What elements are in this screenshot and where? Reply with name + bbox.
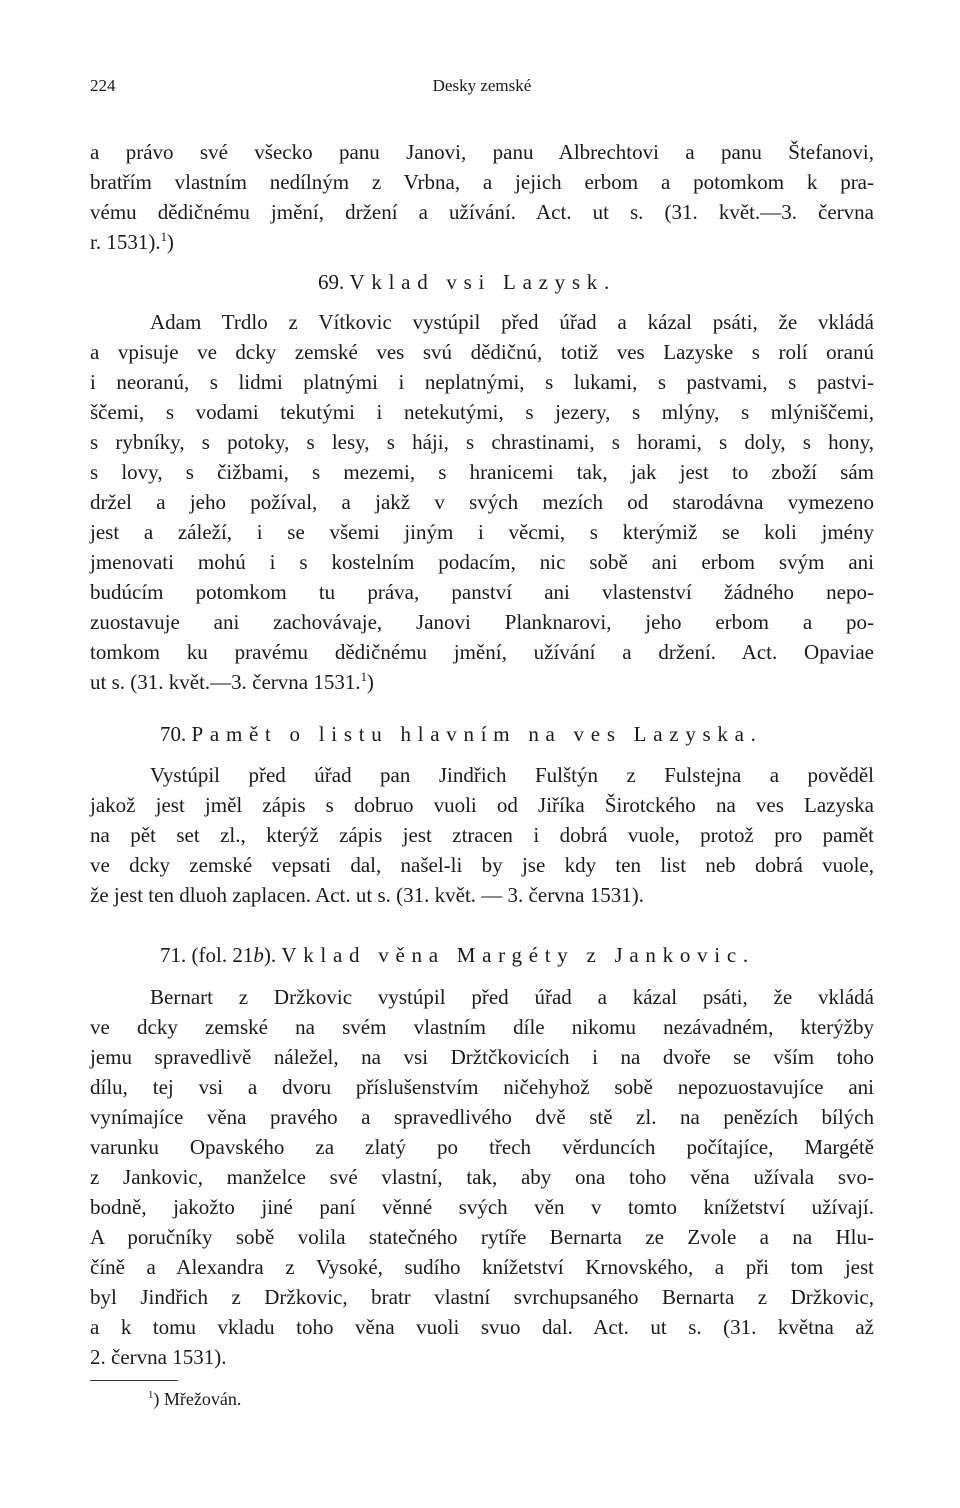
text-line: s rybníky, s potoky, s lesy, s háji, s chrastinami, s horami, s doly, s hony, xyxy=(90,430,874,454)
page-number: 224 xyxy=(90,76,116,95)
section-number: 71. xyxy=(160,943,187,967)
text-line-last: že jest ten dluoh zaplacen. Act. ut s. (31. květ. — 3. června 1531). xyxy=(90,883,644,907)
text-line: z Jankovic, manželce své vlastní, tak, aby ona toho věna užívala svo- xyxy=(90,1165,874,1189)
footnote-rule xyxy=(90,1380,178,1381)
text-line: číně a Alexandra z Vysoké, sudího knížetství Krnovského, a při tom jest xyxy=(90,1255,874,1279)
text-line: na pět set zl., kterýž zápis jest ztracen i dobrá vuole, protož pro pamět xyxy=(90,823,874,847)
text-line: a vpisuje ve dcky zemské ves svú dědičnú, totiž ves Lazyske s rolí oranú xyxy=(90,340,874,364)
text-line: vynímajíce věna pravého a spravedlivého dvě stě zl. na penězích bílých xyxy=(90,1105,874,1129)
text-line-last: 2. června 1531). xyxy=(90,1345,227,1369)
page-header xyxy=(90,76,874,100)
footnote-mark: 1 xyxy=(148,1389,154,1401)
footnote-text: Mřežován. xyxy=(159,1389,242,1409)
text-line: zuostavuje ani zachovávaje, Janovi Planknarovi, jeho erbom a po- xyxy=(90,610,874,634)
section-number: 70. xyxy=(160,722,187,746)
text-line: jest a záleží, i se všemi jiným i věcmi, s kterýmiž se koli jmény xyxy=(90,520,874,544)
text-line: ve dcky zemské na svém vlastním díle nikomu nezávadném, kterýžby xyxy=(90,1015,874,1039)
running-title: Desky zemské xyxy=(432,76,532,95)
text-line: vému dědičnému jmění, držení a užívání. Act. ut s. (31. květ.—3. června xyxy=(90,200,874,224)
text-line: Adam Trdlo z Vítkovic vystúpil před úřad a kázal psáti, že vkládá xyxy=(150,310,874,334)
text-line: Vystúpil před úřad pan Jindřich Fulštýn z Fulstejna a pověděl xyxy=(150,763,874,787)
text-line: i neoranú, s lidmi platnými i neplatnými, s lukami, s pastvami, s pastvi- xyxy=(90,370,874,394)
text-line-last: r. 1531).$^1$) xyxy=(90,230,174,254)
text-line: bodně, jakožto jiné paní věnné svých věn v tomto knížetství užívají. xyxy=(90,1195,874,1219)
text-line: dílu, tej vsi a dvoru příslušenstvím ničehyhož sobě nepozuostavujíce ani xyxy=(90,1075,874,1099)
text-line: jmenovati mohú i s kostelním podacím, nic sobě ani erbom svým ani xyxy=(90,550,874,574)
section-heading-70 xyxy=(160,721,763,747)
text-line: varunku Opavského za zlatý po třech věrduncích počítajíce, Margétě xyxy=(90,1135,874,1159)
text-line: Bernart z Držkovic vystúpil před úřad a kázal psáti, že vkládá xyxy=(150,985,874,1009)
text-line: držel a jeho požíval, a jakž v svých mezích od starodávna vymezeno xyxy=(90,490,874,514)
text-line: budúcím potomkom tu práva, panství ani vlastenství žádného nepo- xyxy=(90,580,874,604)
text-line: ve dcky zemské vepsati dal, našel-li by jse kdy ten list neb dobrá vuole, xyxy=(90,853,874,877)
text-line: A poručníky sobě volila statečného rytíře Bernarta ze Zvole a na Hlu- xyxy=(90,1225,874,1249)
folio-reference: (fol. 21b). xyxy=(191,943,277,967)
section-title: Pamět o listu hlavním na ves Lazyska. xyxy=(191,722,763,746)
text-line: ščemi, s vodami tekutými i netekutými, s jezery, s mlýny, s mlýniščemi, xyxy=(90,400,874,424)
section-title: Vklad věna Margéty z Jankovic. xyxy=(281,943,755,967)
text-line-last: ut s. (31. květ.—3. června 1531.$^1$) xyxy=(90,670,374,694)
text-line: s lovy, s čižbami, s mezemi, s hranicemi tak, jak jest to zboží sám xyxy=(90,460,874,484)
section-heading-69 xyxy=(318,269,616,295)
footnote-ref: 1 xyxy=(360,670,367,684)
footnote: $^1$) Mřežován. xyxy=(148,1389,242,1409)
text-line: tomkom ku pravému dědičnému jmění, užívání a držení. Act. Opaviae xyxy=(90,640,874,664)
text-line: a k tomu vkladu toho věna vuoli svuo dal. Act. ut s. (31. května až xyxy=(90,1315,874,1339)
text-line: bratřím vlastním nedílným z Vrbna, a jejich erbom a potomkom k pra- xyxy=(90,170,874,194)
text-line: jemu spravedlivě náležel, na vsi Držtčkovicích i na dvoře se vším toho xyxy=(90,1045,874,1069)
text-line: a právo své všecko panu Janovi, panu Albrechtovi a panu Štefanovi, xyxy=(90,140,874,164)
section-number: 69. xyxy=(318,270,345,294)
section-title: Vklad vsi Lazysk. xyxy=(349,270,616,294)
footnote-ref: 1 xyxy=(160,230,167,244)
text-line: jakož jest jměl zápis s dobruo vuoli od Jiříka Širotckého na ves Lazyska xyxy=(90,793,874,817)
text-line: byl Jindřich z Držkovic, bratr vlastní svrchupsaného Bernarta z Držkovic, xyxy=(90,1285,874,1309)
section-heading-71 xyxy=(160,942,755,968)
